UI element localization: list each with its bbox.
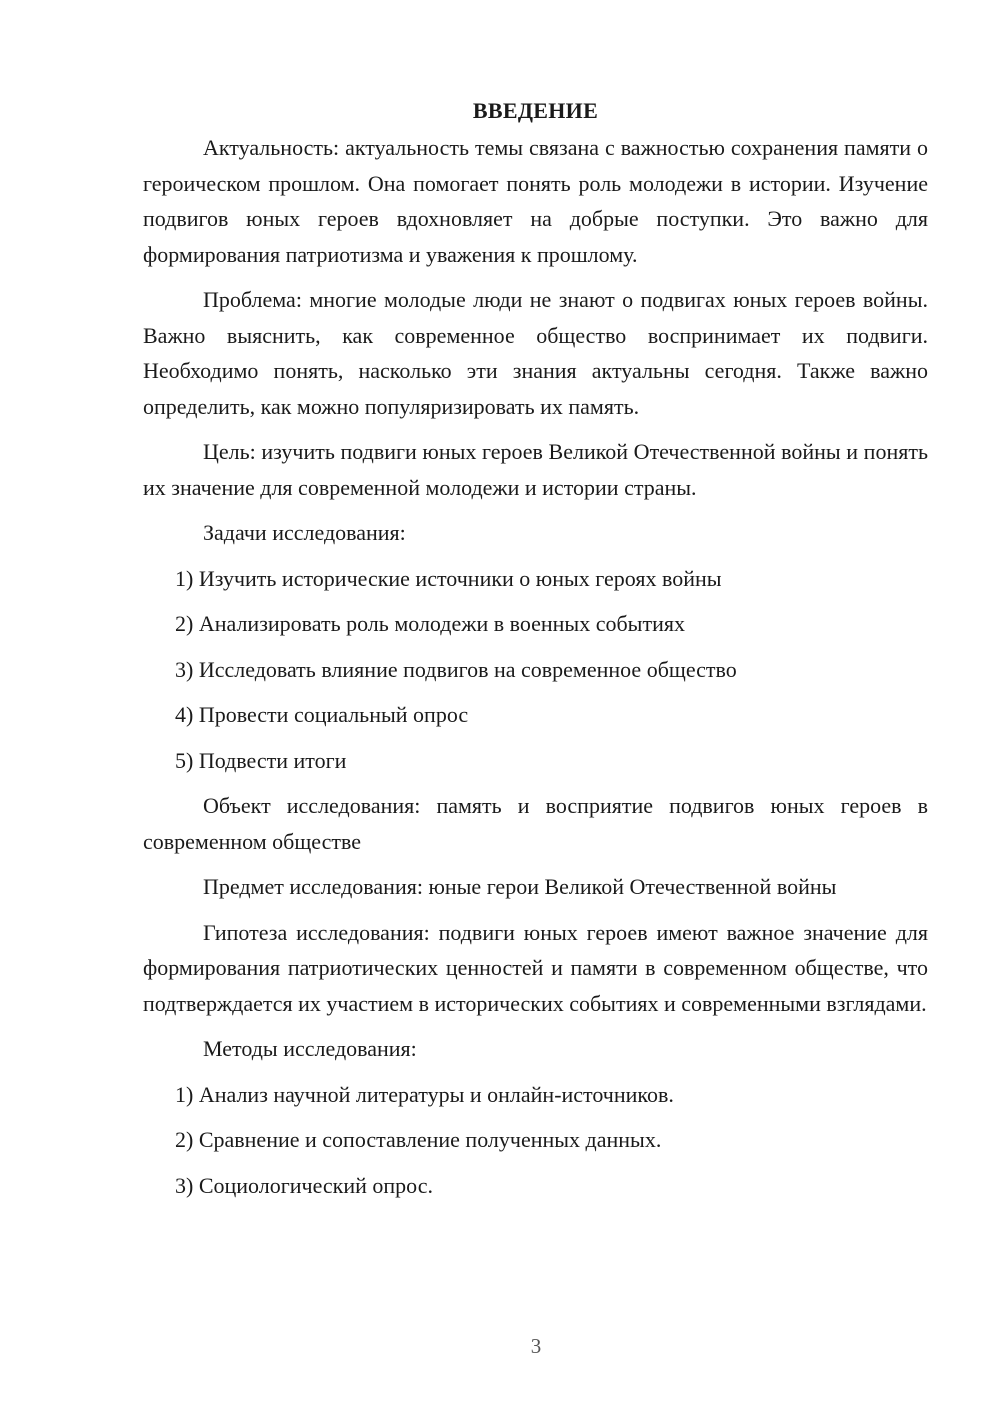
document-page	[143, 96, 928, 1213]
list-item: 4) Провести социальный опрос	[175, 702, 469, 727]
problem-paragraph: Проблема: многие молодые люди не знают о подвигах юных героев войны. Важно выяснить, как современное общество воспринимает их подвиги. Необходимо понять, насколько эти знания актуальны сегодня. Также важно определить, как можно популяризировать их память.	[143, 287, 928, 419]
methods-heading: Методы исследования:	[203, 1036, 417, 1061]
list-item: 2) Сравнение и сопоставление полученных данных.	[175, 1127, 662, 1152]
section-title: ВВЕДЕНИЕ	[472, 98, 599, 123]
methods-list	[143, 1077, 928, 1204]
hypothesis-paragraph: Гипотеза исследования: подвиги юных героев имеют важное значение для формирования патриотических ценностей и памяти в современном обществе, что подтверждается их участием в исторических событиях и современными взглядами.	[143, 919, 928, 1016]
list-item: 5) Подвести итоги	[175, 747, 347, 773]
list-item: 3) Исследовать влияние подвигов на современное общество	[175, 656, 737, 682]
list-item: 1) Изучить исторические источники о юных героях войны	[175, 565, 722, 591]
subject-paragraph: Предмет исследования: юные герои Великой Отечественной войны	[203, 874, 837, 899]
goal-paragraph: Цель: изучить подвиги юных героев Великой Отечественной войны и понять их значение для современной молодежи и истории страны.	[143, 439, 928, 500]
list-item: 3) Социологический опрос.	[175, 1172, 433, 1198]
list-item: 1) Анализ научной литературы и онлайн-источников.	[175, 1081, 674, 1107]
tasks-heading: Задачи исследования:	[203, 520, 406, 545]
object-paragraph: Объект исследования: память и восприятие подвигов юных героев в современном обществе	[143, 793, 928, 854]
tasks-list	[143, 561, 928, 779]
list-item: 2) Анализировать роль молодежи в военных событиях	[175, 611, 685, 636]
page-number: 3	[530, 1334, 542, 1358]
relevance-paragraph: Актуальность: актуальность темы связана с важностью сохранения памяти о героическом прошлом. Она помогает понять роль молодежи в истории. Изучение подвигов юных героев вдохновляет на добрые поступки. Это важно для формирования патриотизма и уважения к прошлому.	[143, 135, 928, 267]
